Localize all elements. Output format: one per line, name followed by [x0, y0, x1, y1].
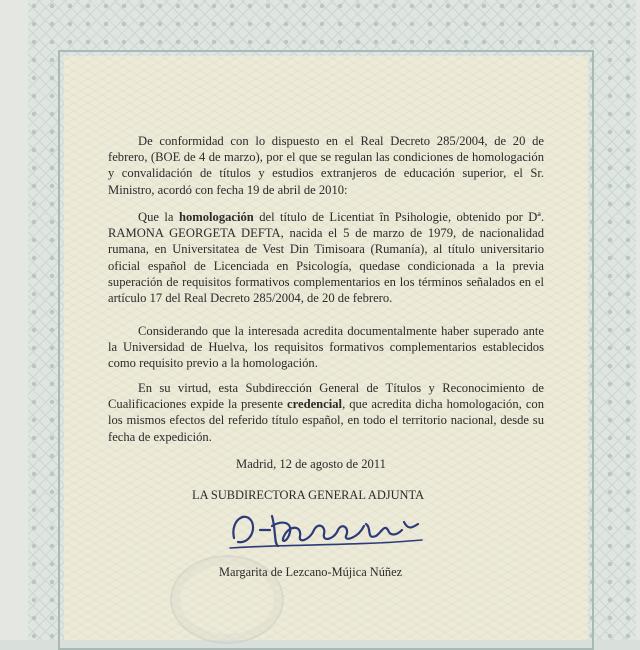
place-and-date: Madrid, 12 de agosto de 2011 — [236, 457, 386, 471]
paragraph-considering: Considerando que la interesada acredita documentalmente haber superado ante la Universidad de Huelva, los requisitos formativos complementarios establecidos como requisito previo a la homologación. — [108, 324, 544, 371]
handwritten-signature — [226, 500, 426, 560]
signatory-title: LA SUBDIRECTORA GENERAL ADJUNTA — [192, 488, 425, 502]
signatory-name: Margarita de Lezcano-Mújica Núñez — [219, 565, 403, 579]
paragraph-resolution: En su virtud, esta Subdirección General de Títulos y Reconocimiento de Cualificaciones expide la presente credencial, que acredita dicha homologación, con los mismos efectos del referido título español, en todo el territorio nacional, desde su fecha de expedición. — [108, 381, 544, 444]
paragraph-homologation: Que la homologación del título de Licentiat în Psihologie, obtenido por Dª. RAMONA GEORGETA DEFTA, nacida el 5 de marzo de 1979, de nacionalidad rumana, en Universitatea de Vest Din Timisoara (Rumanía), al título universitario oficial español de Licenciada en Psicología, quedase condicionada a la previa superación de requisitos formativos complementarios en los términos señalados en el artículo 17 del Real Decreto 285/2004, de 20 de febrero. — [108, 210, 544, 306]
bold-homologacion: homologación — [178, 210, 254, 224]
bold-credencial: credencial — [287, 397, 343, 412]
paragraph-legal-basis: De conformidad con lo dispuesto en el Real Decreto 285/2004, de 20 de febrero, (BOE de 4 de marzo), por el que se regulan las condiciones de homologación y convalidación de títulos y estudios extranjeros de educación superior, el Sr. Ministro, acordó con fecha 19 de abril de 2010: — [108, 134, 544, 197]
